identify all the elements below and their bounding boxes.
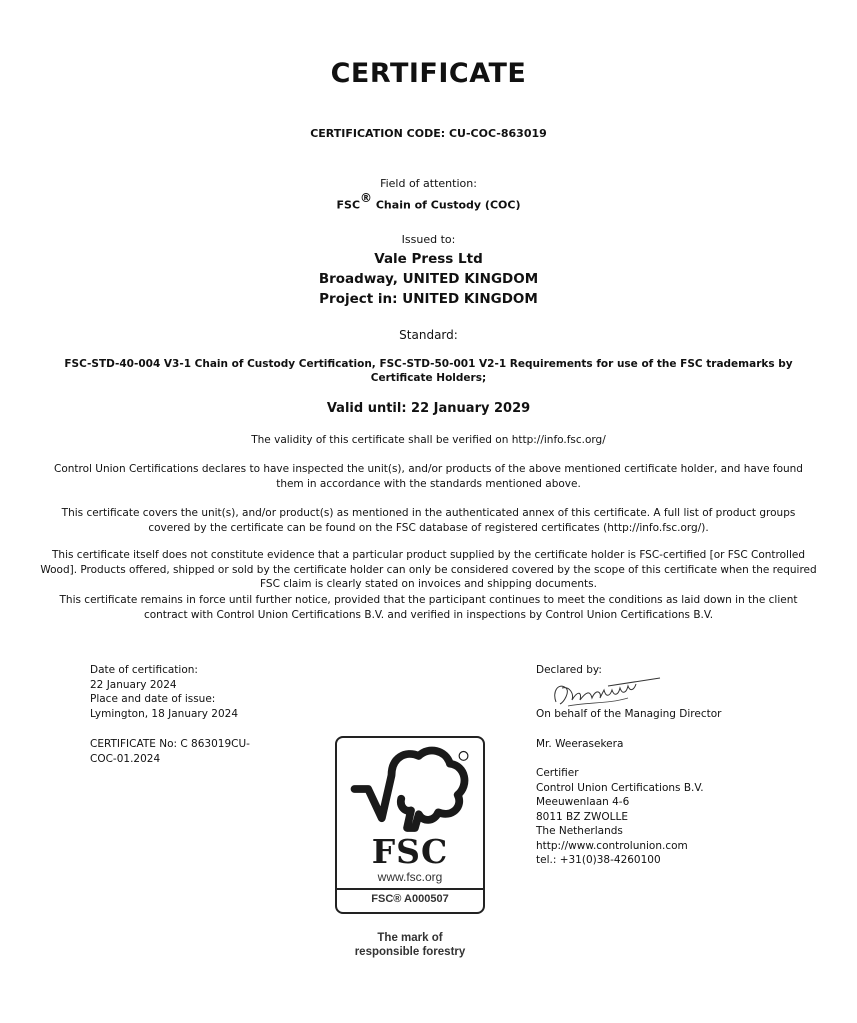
certifier-phone: tel.: +31(0)38-4260100 bbox=[536, 854, 661, 866]
fsc-url: www.fsc.org bbox=[377, 870, 443, 884]
on-behalf-text: On behalf of the Managing Director bbox=[536, 708, 722, 720]
mark-line2: responsible forestry bbox=[354, 946, 466, 958]
field-fsc: FSC bbox=[336, 198, 361, 212]
cert-date: 22 January 2024 bbox=[90, 678, 177, 691]
signatory-name: Mr. Weerasekera bbox=[536, 738, 624, 750]
declared-by-label: Declared by: bbox=[536, 664, 602, 676]
fsc-logo bbox=[335, 736, 485, 914]
certifier-address bbox=[536, 766, 704, 868]
field-of-attention-label: Field of attention: bbox=[380, 177, 477, 190]
holder-location: Broadway, UNITED KINGDOM bbox=[318, 271, 539, 287]
mark-line1: The mark of bbox=[377, 932, 443, 944]
fsc-licence-code: FSC® A000507 bbox=[371, 893, 449, 905]
cert-date-label: Date of certification: bbox=[90, 664, 198, 676]
standard-text: FSC-STD-40-004 V3-1 Chain of Custody Certification, FSC-STD-50-001 V2-1 Requirements for use of the FSC trademarks by Certificate Holders; bbox=[64, 358, 793, 384]
evidence-paragraph: This certificate itself does not constitute evidence that a particular product supplied by the certificate holder is FSC-certified [or FSC Controlled Wood]. Products offered, shipped or sold by the certificate holder can only be considered covered by the scope of this certificate when the required FSC claim is clearly stated on invoices and shipping documents. bbox=[40, 549, 817, 590]
issued-to-label: Issued to: bbox=[401, 233, 456, 246]
fsc-wordmark: FSC bbox=[371, 832, 449, 871]
valid-until: Valid until: 22 January 2029 bbox=[326, 401, 531, 416]
certificate-number bbox=[90, 737, 290, 766]
cert-no-line1: CERTIFICATE No: C 863019CU- bbox=[90, 738, 250, 750]
certifier-org: Control Union Certifications B.V. bbox=[536, 781, 704, 794]
certifier-website[interactable]: http://www.controlunion.com bbox=[536, 839, 688, 852]
signature-icon bbox=[548, 668, 668, 710]
certifier-postal: 8011 BZ ZWOLLE bbox=[536, 810, 628, 823]
declaration-paragraph: Control Union Certifications declares to have inspected the unit(s), and/or products of the above mentioned certificate holder, and have found them in accordance with the standards mentioned above. bbox=[54, 463, 803, 490]
issue-value: Lymington, 18 January 2024 bbox=[90, 707, 238, 720]
holder-project: Project in: UNITED KINGDOM bbox=[319, 291, 538, 307]
cert-no-line2: COC-01.2024 bbox=[90, 752, 161, 765]
certification-dates bbox=[90, 663, 290, 721]
certificate-title: CERTIFICATE bbox=[330, 58, 527, 89]
validity-conditions-paragraph: This certificate remains in force until further notice, provided that the participant continues to meet the conditions as laid down in the client contract with Control Union Certifications B.V. and verified in inspections by Control Union Certifications B.V. bbox=[59, 594, 798, 621]
fsc-divider bbox=[337, 888, 483, 890]
holder-name: Vale Press Ltd bbox=[374, 251, 483, 267]
validity-paragraph: The validity of this certificate shall be verified on http://info.fsc.org/ bbox=[251, 434, 606, 446]
fsc-tree-check-icon bbox=[337, 738, 483, 912]
standard-label: Standard: bbox=[399, 328, 458, 342]
field-of-attention-value bbox=[0, 193, 857, 212]
issue-label: Place and date of issue: bbox=[90, 693, 216, 705]
certification-code: CERTIFICATION CODE: CU-COC-863019 bbox=[310, 127, 547, 140]
field-coc: Chain of Custody (COC) bbox=[372, 198, 521, 212]
fsc-mark-tagline bbox=[320, 931, 500, 959]
coverage-paragraph: This certificate covers the unit(s), and/or product(s) as mentioned in the authenticated annex of this certificate. A full list of product groups covered by the certificate can be found on the FSC database of registered certificates (http://info.fsc.org/). bbox=[61, 507, 796, 534]
certifier-country: The Netherlands bbox=[536, 825, 623, 837]
registered-mark: ® bbox=[360, 191, 373, 205]
certifier-street: Meeuwenlaan 4-6 bbox=[536, 796, 630, 808]
certifier-label: Certifier bbox=[536, 767, 579, 779]
